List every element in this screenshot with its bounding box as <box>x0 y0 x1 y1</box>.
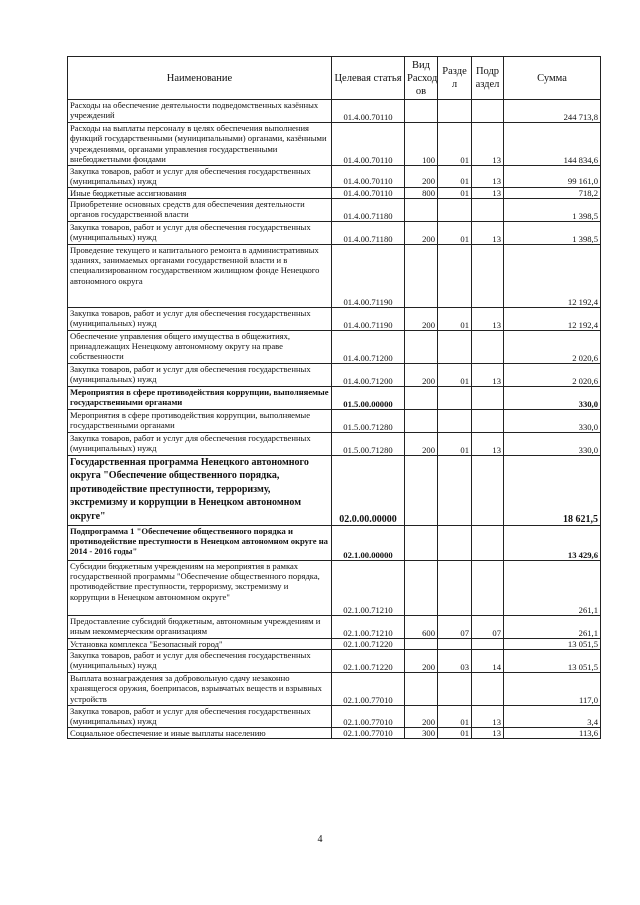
cell-sum: 12 192,4 <box>504 244 601 307</box>
cell-name: Установка комплекса "Безопасный город" <box>68 638 332 649</box>
header-name: Наименование <box>68 57 332 100</box>
cell-target-article: 02.1.00.71220 <box>332 650 405 673</box>
cell-name: Расходы на обеспечение деятельности подведомственных казённых учреждений <box>68 100 332 123</box>
page-number: 4 <box>317 834 323 845</box>
table-row <box>68 330 601 363</box>
cell-name: Закупка товаров, работ и услуг для обеспечения государственных (муниципальных) нужд <box>68 363 332 386</box>
cell-target-article: 01.5.00.71280 <box>332 409 405 432</box>
cell-sum: 718,2 <box>504 187 601 198</box>
header-sum: Сумма <box>504 57 601 100</box>
cell-name: Социальное обеспечение и иные выплаты населению <box>68 728 332 739</box>
cell-subsection <box>472 330 504 363</box>
cell-expense-type: 100 <box>405 123 438 166</box>
cell-expense-type: 200 <box>405 432 438 455</box>
cell-target-article: 01.4.00.71190 <box>332 307 405 330</box>
cell-sum: 3,4 <box>504 706 601 728</box>
cell-expense-type <box>405 409 438 432</box>
cell-expense-type: 200 <box>405 650 438 673</box>
cell-target-article: 01.4.00.70110 <box>332 166 405 188</box>
cell-expense-type: 200 <box>405 363 438 386</box>
table-row <box>68 187 601 198</box>
table-row <box>68 409 601 432</box>
table-row <box>68 525 601 560</box>
cell-target-article: 02.1.00.71210 <box>332 615 405 638</box>
table-row <box>68 560 601 615</box>
cell-sum: 99 161,0 <box>504 166 601 188</box>
cell-subsection <box>472 560 504 615</box>
table-row <box>68 100 601 123</box>
cell-target-article: 01.4.00.70110 <box>332 100 405 123</box>
cell-sum: 113,6 <box>504 728 601 739</box>
cell-target-article: 01.4.00.70110 <box>332 123 405 166</box>
cell-target-article: 02.1.00.77010 <box>332 673 405 706</box>
cell-name: Расходы на выплаты персоналу в целях обеспечения выполнения функций государственными (муниципальными) органами, казёнными учреждениями, органами управления государственными внебюджетными фондами <box>68 123 332 166</box>
cell-name: Закупка товаров, работ и услуг для обеспечения государственных (муниципальных) нужд <box>68 706 332 728</box>
cell-section <box>438 330 472 363</box>
cell-subsection: 13 <box>472 706 504 728</box>
cell-subsection <box>472 409 504 432</box>
table-row <box>68 706 601 728</box>
cell-subsection: 07 <box>472 615 504 638</box>
cell-expense-type <box>405 673 438 706</box>
cell-subsection <box>472 100 504 123</box>
cell-sum: 18 621,5 <box>504 455 601 525</box>
cell-sum: 12 192,4 <box>504 307 601 330</box>
table-row <box>68 432 601 455</box>
cell-subsection <box>472 638 504 649</box>
table-row <box>68 198 601 221</box>
cell-expense-type: 200 <box>405 221 438 244</box>
cell-section: 01 <box>438 432 472 455</box>
cell-sum: 1 398,5 <box>504 198 601 221</box>
cell-section: 01 <box>438 123 472 166</box>
cell-expense-type <box>405 100 438 123</box>
cell-subsection: 13 <box>472 123 504 166</box>
cell-sum: 244 713,8 <box>504 100 601 123</box>
cell-target-article: 01.4.00.71180 <box>332 198 405 221</box>
table-row <box>68 386 601 409</box>
cell-subsection: 13 <box>472 221 504 244</box>
cell-name: Государственная программа Ненецкого автономного округа "Обеспечение общественного порядка, противодействие преступности, терроризму, экстремизму и коррупции в Ненецком автономном округе" <box>68 455 332 525</box>
cell-name: Мероприятия в сфере противодействия коррупции, выполняемые государственными органами <box>68 409 332 432</box>
cell-target-article: 02.1.00.71220 <box>332 638 405 649</box>
cell-name: Закупка товаров, работ и услуг для обеспечения государственных (муниципальных) нужд <box>68 166 332 188</box>
cell-name: Подпрограмма 1 "Обеспечение общественного порядка и противодействие преступности в Ненецком автономном округе на 2014 - 2016 годы" <box>68 525 332 560</box>
cell-name: Закупка товаров, работ и услуг для обеспечения государственных (муниципальных) нужд <box>68 432 332 455</box>
cell-section <box>438 100 472 123</box>
cell-expense-type: 600 <box>405 615 438 638</box>
table-header <box>68 57 601 100</box>
table-row <box>68 615 601 638</box>
cell-sum: 117,0 <box>504 673 601 706</box>
cell-target-article: 01.4.00.70110 <box>332 187 405 198</box>
cell-sum: 330,0 <box>504 432 601 455</box>
cell-target-article: 02.0.00.00000 <box>332 455 405 525</box>
cell-subsection <box>472 673 504 706</box>
budget-table <box>67 56 601 739</box>
cell-expense-type: 800 <box>405 187 438 198</box>
cell-expense-type: 200 <box>405 166 438 188</box>
cell-subsection: 13 <box>472 432 504 455</box>
cell-target-article: 01.5.00.71280 <box>332 432 405 455</box>
cell-target-article: 02.1.00.77010 <box>332 728 405 739</box>
table-row <box>68 221 601 244</box>
cell-expense-type <box>405 560 438 615</box>
cell-target-article: 01.4.00.71200 <box>332 363 405 386</box>
cell-subsection: 14 <box>472 650 504 673</box>
cell-target-article: 01.4.00.71190 <box>332 244 405 307</box>
cell-section <box>438 198 472 221</box>
cell-subsection <box>472 244 504 307</box>
cell-name: Приобретение основных средств для обеспечения деятельности органов государственной власти <box>68 198 332 221</box>
cell-section: 01 <box>438 307 472 330</box>
cell-subsection <box>472 386 504 409</box>
cell-expense-type <box>405 638 438 649</box>
table-row <box>68 363 601 386</box>
cell-section <box>438 244 472 307</box>
cell-section: 01 <box>438 166 472 188</box>
cell-expense-type <box>405 525 438 560</box>
cell-subsection: 13 <box>472 728 504 739</box>
cell-sum: 330,0 <box>504 409 601 432</box>
cell-expense-type <box>405 330 438 363</box>
cell-section: 01 <box>438 363 472 386</box>
cell-subsection: 13 <box>472 187 504 198</box>
cell-target-article: 01.5.00.00000 <box>332 386 405 409</box>
cell-name: Предоставление субсидий бюджетным, автономным учреждениям и иным некоммерческим организациям <box>68 615 332 638</box>
cell-target-article: 01.4.00.71200 <box>332 330 405 363</box>
cell-section: 03 <box>438 650 472 673</box>
cell-section <box>438 409 472 432</box>
cell-section <box>438 525 472 560</box>
cell-section <box>438 455 472 525</box>
cell-expense-type <box>405 455 438 525</box>
cell-subsection: 13 <box>472 363 504 386</box>
cell-section: 01 <box>438 221 472 244</box>
header-section: Разде л <box>438 57 472 100</box>
cell-section: 01 <box>438 706 472 728</box>
cell-sum: 261,1 <box>504 615 601 638</box>
cell-subsection <box>472 198 504 221</box>
cell-section <box>438 386 472 409</box>
table-row <box>68 638 601 649</box>
cell-expense-type <box>405 198 438 221</box>
cell-name: Обеспечение управления общего имущества в общежитиях, принадлежащих Ненецкому автономному округу на праве собственности <box>68 330 332 363</box>
cell-name: Закупка товаров, работ и услуг для обеспечения государственных (муниципальных) нужд <box>68 307 332 330</box>
cell-name: Проведение текущего и капитального ремонта в административных зданиях, занимаемых органами государственной власти и в специализированном государственном жилищном фонде Ненецкого автономного округа <box>68 244 332 307</box>
table-row <box>68 650 601 673</box>
cell-target-article: 02.1.00.00000 <box>332 525 405 560</box>
cell-sum: 13 051,5 <box>504 650 601 673</box>
cell-expense-type: 200 <box>405 307 438 330</box>
cell-sum: 2 020,6 <box>504 363 601 386</box>
cell-sum: 13 051,5 <box>504 638 601 649</box>
cell-name: Закупка товаров, работ и услуг для обеспечения государственных (муниципальных) нужд <box>68 650 332 673</box>
cell-subsection <box>472 525 504 560</box>
cell-expense-type: 300 <box>405 728 438 739</box>
cell-subsection: 13 <box>472 307 504 330</box>
cell-name: Выплата вознаграждения за добровольную сдачу незаконно хранящегося оружия, боеприпасов, взрывчатых веществ и взрывных устройств <box>68 673 332 706</box>
table-row <box>68 123 601 166</box>
cell-expense-type: 200 <box>405 706 438 728</box>
table-row <box>68 166 601 188</box>
header-expense-type: Вид Расход ов <box>405 57 438 100</box>
cell-section: 07 <box>438 615 472 638</box>
header-subsection: Подр аздел <box>472 57 504 100</box>
table-row <box>68 244 601 307</box>
table-row <box>68 673 601 706</box>
table-body <box>68 100 601 739</box>
cell-section: 01 <box>438 187 472 198</box>
cell-section: 01 <box>438 728 472 739</box>
cell-name: Закупка товаров, работ и услуг для обеспечения государственных (муниципальных) нужд <box>68 221 332 244</box>
cell-sum: 2 020,6 <box>504 330 601 363</box>
cell-name: Иные бюджетные ассигнования <box>68 187 332 198</box>
cell-section <box>438 560 472 615</box>
cell-subsection: 13 <box>472 166 504 188</box>
cell-section <box>438 673 472 706</box>
header-target-article: Целевая статья <box>332 57 405 100</box>
cell-name: Субсидии бюджетным учреждениям на мероприятия в рамках государственной программы "Обеспечение общественного порядка, противодействие преступности, терроризму, экстремизму и коррупции в Ненецком автономном округе" <box>68 560 332 615</box>
cell-sum: 13 429,6 <box>504 525 601 560</box>
cell-expense-type <box>405 386 438 409</box>
cell-sum: 330,0 <box>504 386 601 409</box>
table-row <box>68 455 601 525</box>
cell-sum: 261,1 <box>504 560 601 615</box>
cell-target-article: 02.1.00.77010 <box>332 706 405 728</box>
table-row <box>68 728 601 739</box>
cell-subsection <box>472 455 504 525</box>
cell-target-article: 02.1.00.71210 <box>332 560 405 615</box>
cell-name: Мероприятия в сфере противодействия коррупции, выполняемые государственными органами <box>68 386 332 409</box>
cell-sum: 144 834,6 <box>504 123 601 166</box>
cell-section <box>438 638 472 649</box>
cell-expense-type <box>405 244 438 307</box>
table-row <box>68 307 601 330</box>
cell-sum: 1 398,5 <box>504 221 601 244</box>
cell-target-article: 01.4.00.71180 <box>332 221 405 244</box>
